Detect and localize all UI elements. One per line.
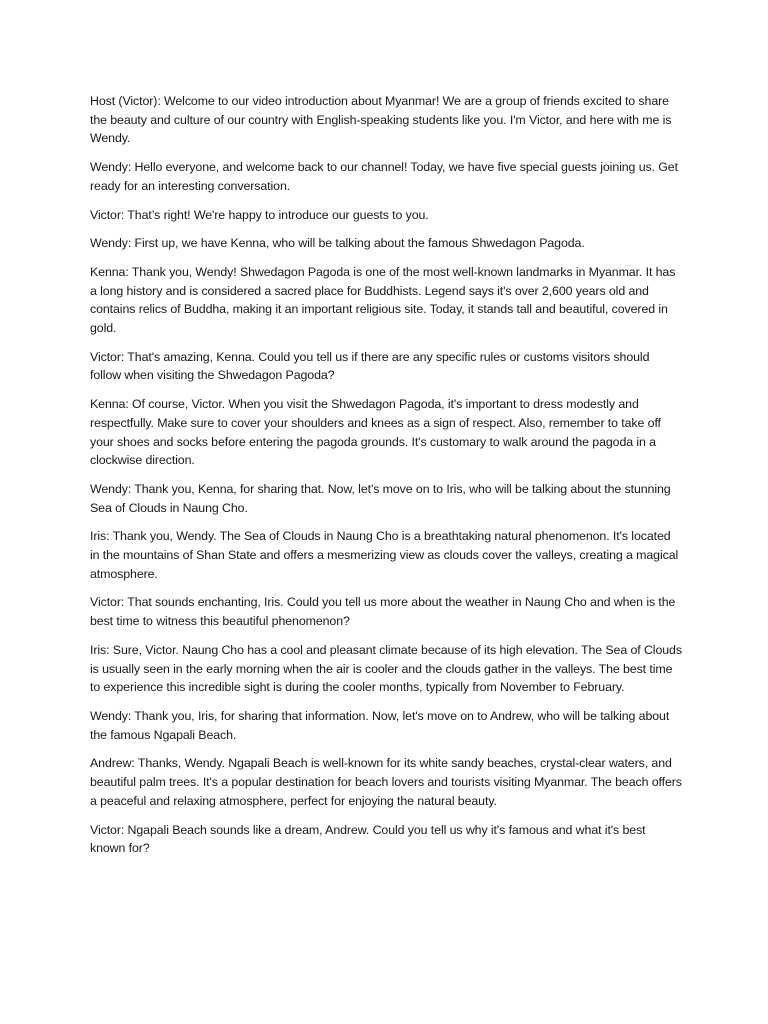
paragraph-victor-introduce: Victor: That’s right! We're happy to introduce our guests to you. [90, 207, 429, 222]
paragraph-wendy-hello: Wendy: Hello everyone, and welcome back to our channel! Today, we have five special guests joining us. Get ready for an interesting conversation. [90, 160, 678, 193]
paragraph-victor-ngapali-question: Victor: Ngapali Beach sounds like a dream, Andrew. Could you tell us why it's famous and what it's best known for? [90, 822, 646, 856]
paragraph-victor-rules-question: Victor: That's amazing, Kenna. Could you tell us if there are any specific rules or customs visitors should follow when visiting the Shwedagon Pagoda? [90, 349, 650, 383]
paragraph-victor-weather-question: Victor: That sounds enchanting, Iris. Could you tell us more about the weather in Naung Cho and when is the best time to witness this beautiful phenomenon? [90, 595, 676, 629]
paragraph-wendy-kenna-intro: Wendy: First up, we have Kenna, who will be talking about the famous Shwedagon Pagoda. [90, 236, 585, 251]
paragraph-andrew-ngapali: Andrew: Thanks, Wendy. Ngapali Beach is well-known for its white sandy beaches, crystal-clear waters, and beautiful palm trees. It's a popular destination for beach lovers and tourists visiting Myanmar. The beach offers a peaceful and relaxing atmosphere, perfect for enjoying the natural beauty. [90, 756, 682, 808]
paragraph-iris-sea-of-clouds: Iris: Thank you, Wendy. The Sea of Clouds in Naung Cho is a breathtaking natural phenomenon. It's located in the mountains of Shan State and offers a mesmerizing view as clouds cover the valleys, creating a magical atmosphere. [90, 529, 679, 581]
paragraph-wendy-andrew-intro: Wendy: Thank you, Iris, for sharing that information. Now, let's move on to Andrew, who will be talking about the famous Ngapali Beach. [90, 708, 670, 742]
paragraph-iris-climate: Iris: Sure, Victor. Naung Cho has a cool and pleasant climate because of its high elevation. The Sea of Clouds is usually seen in the early morning when the air is cooler and the clouds gather in the valleys. The best time to experience this incredible sight is during the cooler months, typically from November to February. [90, 642, 682, 695]
dialogue-body [90, 92, 682, 868]
paragraph-wendy-iris-intro: Wendy: Thank you, Kenna, for sharing that. Now, let's move on to Iris, who will be talking about the stunning Sea of Clouds in Naung Cho. [90, 481, 671, 515]
paragraph-host-welcome: Host (Victor): Welcome to our video introduction about Myanmar! We are a group of friends excited to share the beauty and culture of our country with English-speaking students like you. I'm Victor, and here with me is Wendy. [90, 94, 672, 146]
paragraph-kenna-shwedagon: Kenna: Thank you, Wendy! Shwedagon Pagoda is one of the most well-known landmarks in Myanmar. It has a long history and is considered a sacred place for Buddhists. Legend says it's over 2,600 years old and contains relics of Buddha, making it an important religious site. Today, it stands tall and beautiful, covered in gold. [90, 264, 676, 336]
paragraph-kenna-customs: Kenna: Of course, Victor. When you visit the Shwedagon Pagoda, it's important to dress modestly and respectfully. Make sure to cover your shoulders and knees as a sign of respect. Also, remember to take off your shoes and socks before entering the pagoda grounds. It's customary to walk around the pagoda in a clockwise direction. [90, 397, 661, 468]
